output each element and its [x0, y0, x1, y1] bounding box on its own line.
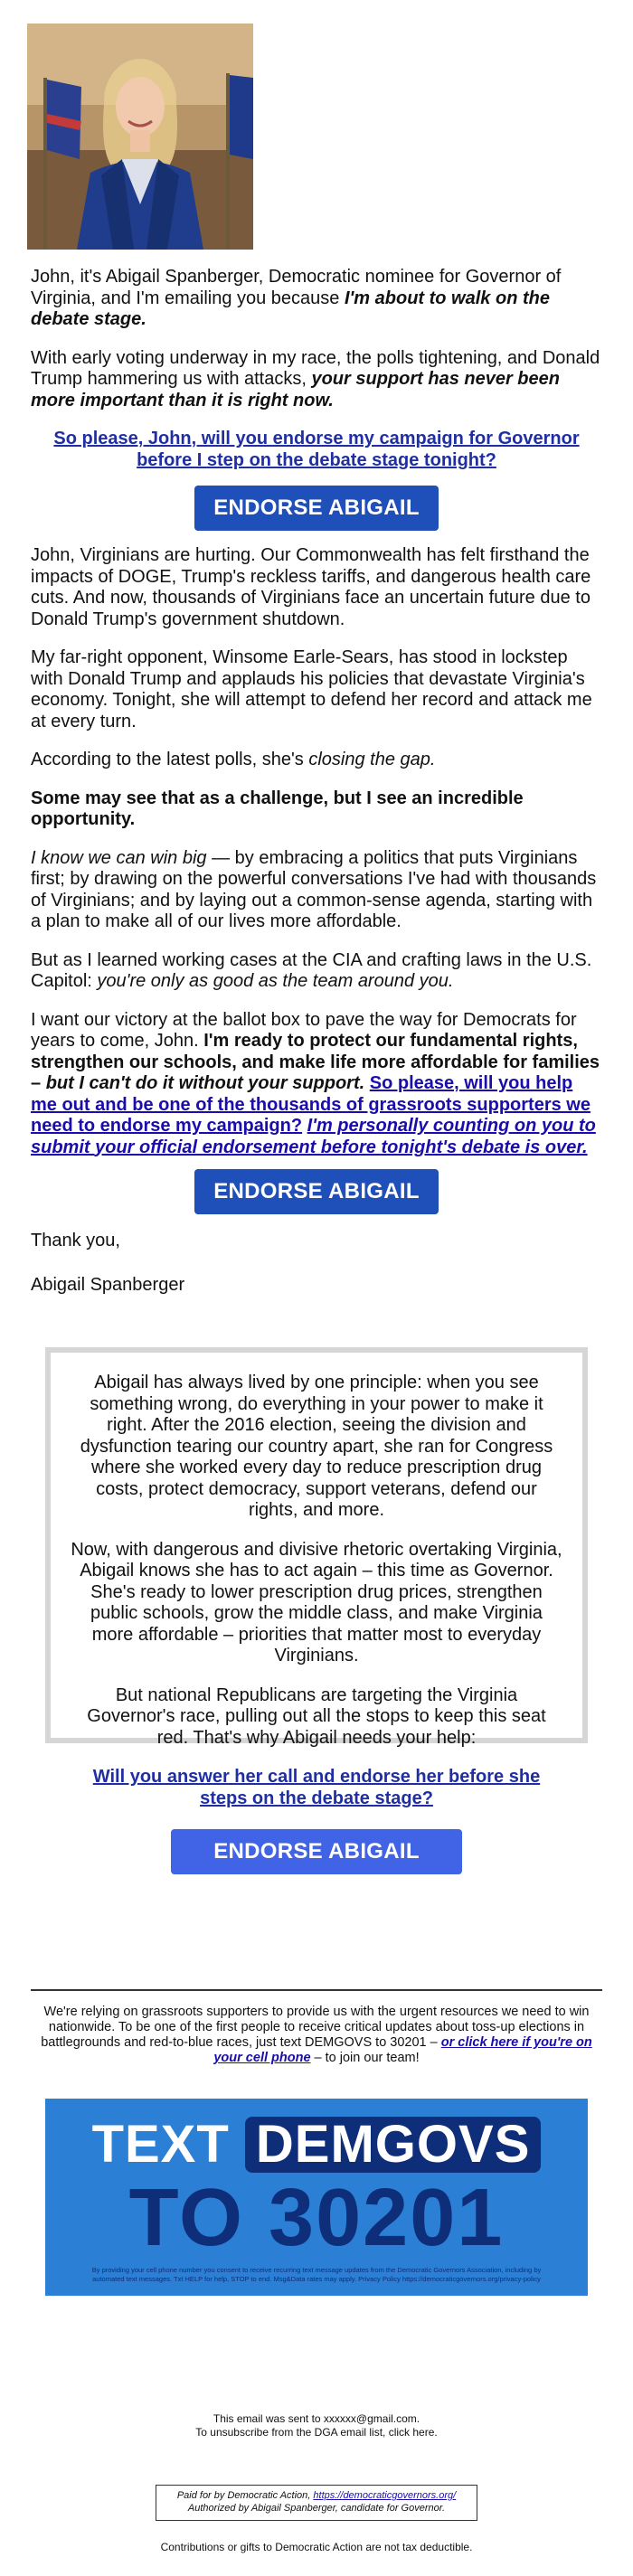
polls-text: According to the latest polls, she's	[31, 750, 309, 769]
dga-site-link[interactable]: https://democraticgovernors.org/	[313, 2490, 457, 2501]
team-emphasis: you're only as good as the team around you.	[97, 971, 454, 991]
body-paragraph-8	[31, 950, 602, 993]
grassroots-end: – to join our team!	[310, 2051, 420, 2065]
paid-line	[156, 2490, 477, 2503]
paid-for-box	[156, 2485, 477, 2521]
win-big-emphasis: I know we can win big	[31, 847, 207, 868]
intro-paragraph-1	[31, 267, 602, 331]
cia-text: But as I learned working cases at the CIA and crafting laws in the U.S. Capitol:	[31, 949, 592, 991]
endorse-button-2[interactable]: ENDORSE ABIGAIL	[194, 1169, 439, 1214]
body-paragraph-6	[31, 788, 602, 831]
banner-shortcode: TO 30201	[128, 2173, 505, 2263]
intro-emphasis: I'm about to walk on the debate stage.	[31, 288, 550, 329]
banner-text-word: TEXT	[91, 2115, 230, 2174]
bio-paragraph-2: Now, with dangerous and divisive rhetoric overtaking Virginia, Abigail knows she has to act again – this time as Governor. She's ready to lower prescription drug prices, strengthen public schools, grow the middle class, and make Virginia more affordable – priorities that matter most to everyday Virginians.	[71, 1539, 562, 1665]
bio-link-paragraph	[71, 1767, 562, 1809]
candidate-photo	[27, 24, 253, 250]
body-paragraph-5	[31, 750, 602, 771]
text-banner[interactable]	[45, 2099, 588, 2296]
intro-text-2: With early voting underway in my race, the polls tightening, and Donald Trump hammering us with attacks,	[31, 347, 600, 389]
intro-emphasis-2: your support has never been more important than it is right now.	[31, 369, 560, 410]
paid-text: Paid for by Democratic Action,	[176, 2490, 314, 2501]
ask-paragraph	[31, 429, 602, 471]
thanks-text: Thank you,	[31, 1231, 120, 1250]
endorse-link[interactable]: So please, John, will you endorse my campaign for Governor before I step on the debate stage tonight?	[53, 429, 580, 470]
win-big-text: — by embracing a politics that puts Virginians first; by drawing on the powerful conversations I've had with thousands of Virginians; and by laying out a common-sense agenda, starting with a plan to make all of our lives more affordable.	[31, 847, 597, 931]
victory-bold: I'm ready to protect our fundamental rights, strengthen our schools, and make life more affordable for families –	[31, 1031, 600, 1093]
sent-info	[31, 2412, 602, 2439]
unsubscribe-link[interactable]: To unsubscribe from the DGA email list, click here.	[195, 2426, 438, 2439]
candidate-portrait-icon	[27, 24, 253, 250]
bio-box	[45, 1347, 588, 1864]
body-paragraph-4: My far-right opponent, Winsome Earle-Sears, has stood in lockstep with Donald Trump and applauds his policies that devastate Virginia's economy. Tonight, she will attempt to defend her record and attack me at every turn.	[31, 647, 592, 731]
banner-fine-print: By providing your cell phone number you consent to receive recurring text message updates from the Democratic Governors Association, including by automated text messages. Txt HELP for help, STOP to end. Msg&Data rates may apply. Privacy Policy https://democraticgovernors.org/privacy-policy	[91, 2266, 542, 2283]
banner-keyword: DEMGOVS	[245, 2117, 542, 2173]
endorse-button-3[interactable]: ENDORSE ABIGAIL	[171, 1829, 462, 1874]
support-emphasis: but I can't do it without your support.	[45, 1073, 365, 1093]
body-paragraph-7	[31, 848, 602, 933]
grassroots-note	[31, 2005, 602, 2066]
body-paragraph-3: John, Virginians are hurting. Our Commonwealth has felt firsthand the impacts of DOGE, Trump's reckless tariffs, and dangerous health care cuts. And now, thousands of Virginians face an uncertain future due to Donald Trump's government shutdown.	[31, 545, 591, 629]
victory-text: I want our victory at the ballot box to pave the way for Democrats for years to come, John.	[31, 1009, 577, 1051]
button-row-2	[31, 1169, 602, 1214]
help-link[interactable]: So please, will you help me out and be one of the thousands of grassroots supporters we need to endorse my campaign?	[31, 1073, 590, 1136]
banner-line-1	[45, 2117, 588, 2173]
button-row-1	[31, 486, 602, 531]
bio-paragraph-3: But national Republicans are targeting the Virginia Governor's race, pulling out all the stops to keep this seat red. That's why Abigail needs your help:	[87, 1684, 546, 1748]
contributions-note: Contributions or gifts to Democratic Action are not tax deductible.	[160, 2541, 473, 2553]
bio-paragraph-1: Abigail has always lived by one principle: when you see something wrong, do everything in your power to make it right. After the 2016 election, seeing the division and dysfunction tearing our country apart, she ran for Congress where she worked every day to reduce prescription drug costs, protect democracy, support veterans, defend our rights, and more.	[80, 1373, 553, 1520]
answer-call-link[interactable]: Will you answer her call and endorse her before she steps on the debate stage?	[92, 1767, 541, 1808]
counting-link[interactable]: I'm personally counting on you to submit your official endorsement before tonight's debate is over.	[31, 1116, 596, 1157]
email-body	[31, 267, 602, 1313]
sent-to: This email was sent to xxxxxx@gmail.com.	[213, 2412, 420, 2425]
body-paragraph-9	[31, 1010, 602, 1159]
signature: Abigail Spanberger	[31, 1274, 185, 1295]
authorized-line: Authorized by Abigail Spanberger, candidate for Governor.	[187, 2502, 446, 2514]
opportunity-text: Some may see that as a challenge, but I see an incredible opportunity.	[31, 788, 524, 829]
grassroots-text: We're relying on grassroots supporters to provide us with the urgent resources we need to win nationwide. To be one of the first people to receive critical updates about toss-up elections in battlegrounds and red-to-blue races, just text DEMGOVS to 30201 –	[41, 2005, 590, 2050]
intro-text: John, it's Abigail Spanberger, Democratic nominee for Governor of Virginia, and I'm emailing you because	[31, 267, 562, 308]
cell-phone-link[interactable]: or click here if you're on your cell phone	[213, 2035, 592, 2065]
polls-emphasis: closing the gap.	[308, 750, 436, 769]
endorse-button-1[interactable]: ENDORSE ABIGAIL	[194, 486, 439, 531]
footer-divider	[31, 1989, 602, 1991]
intro-paragraph-2	[31, 348, 602, 412]
